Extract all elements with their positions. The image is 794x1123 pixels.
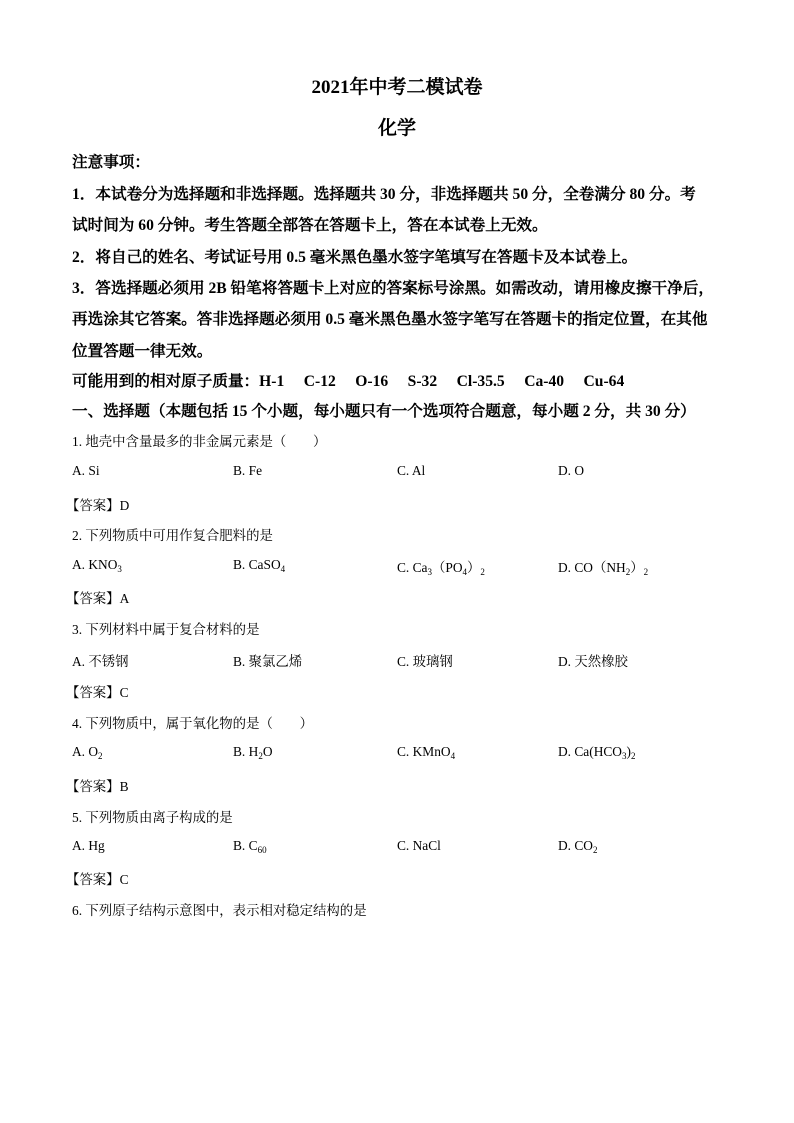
option-d: D. O	[558, 463, 585, 478]
section-1-heading: 一、选择题（本题包括 15 个小题，每小题只有一个选项符合题意，每小题 2 分，共 30 分）	[72, 403, 696, 420]
answer-value: C	[119, 685, 129, 700]
notice-item-1-line-1: 1．本试卷分为选择题和非选择题。选择题共 30 分，非选择题共 50 分，全卷满分 80 分。考	[72, 186, 696, 203]
option-text: C. Ca	[397, 560, 428, 575]
answer-line	[66, 588, 129, 607]
question-stem: 1. 地壳中含量最多的非金属元素是（ ）	[72, 434, 327, 449]
answer-line	[66, 776, 129, 795]
exam-title: 2021年中考二模试卷	[311, 77, 483, 98]
option-b	[233, 744, 272, 760]
option-a: A. Hg	[72, 838, 105, 853]
answer-line	[66, 869, 129, 888]
option-text: A. O	[72, 744, 99, 759]
formula-text: （PO	[432, 560, 463, 575]
formula-text: ）	[630, 560, 644, 575]
option-text: B. C	[233, 838, 258, 853]
option-d	[558, 744, 635, 760]
subscript: 60	[257, 845, 267, 855]
subject-title: 化学	[377, 118, 416, 139]
notice-item-3-line-3: 位置答题一律无效。	[72, 343, 213, 360]
notice-heading: 注意事项：	[72, 154, 150, 171]
option-c	[397, 557, 485, 576]
subscript: 4	[280, 564, 286, 574]
option-b	[233, 557, 285, 573]
subscript: 2	[630, 751, 636, 761]
subscript: 2	[592, 845, 598, 855]
answer-label: 【答案】	[66, 592, 120, 607]
answer-value: A	[119, 591, 130, 606]
option-text: B. CaSO	[233, 557, 281, 572]
option-d	[558, 557, 648, 576]
subscript: 2	[625, 567, 631, 577]
question-stem: 6. 下列原子结构示意图中，表示相对稳定结构的是	[72, 903, 367, 918]
option-c: C. NaCl	[397, 838, 441, 853]
option-text: D. CO	[558, 838, 593, 853]
answer-label: 【答案】	[66, 686, 120, 701]
answer-label: 【答案】	[66, 873, 120, 888]
option-d	[558, 838, 597, 854]
option-c: C. Al	[397, 463, 426, 478]
option-a: A. Si	[72, 463, 100, 478]
question-stem: 4. 下列物质中，属于氧化物的是（ ）	[72, 716, 314, 731]
subscript: 2	[98, 751, 103, 761]
formula-text: ）	[467, 560, 481, 575]
option-d: D. 天然橡胶	[558, 654, 628, 669]
option-text: C. KMnO	[397, 744, 451, 759]
notice-item-2: 2．将自己的姓名、考试证号用 0.5 毫米黑色墨水签字笔填写在答题卡及本试卷上。	[72, 249, 638, 266]
question-stem: 3. 下列材料中属于复合材料的是	[72, 622, 260, 637]
formula-text: O	[262, 744, 273, 759]
option-b: B. 聚氯乙烯	[233, 654, 303, 669]
answer-value: D	[119, 498, 130, 513]
option-c: C. 玻璃钢	[397, 654, 453, 669]
subscript: 3	[117, 564, 122, 574]
notice-item-3-line-2: 再选涂其它答案。答非选择题必须用 0.5 毫米黑色墨水签字笔写在答题卡的指定位置，在其他	[72, 311, 708, 328]
answer-label: 【答案】	[66, 499, 120, 514]
option-c	[397, 744, 455, 760]
option-text: A. KNO	[72, 557, 118, 572]
atomic-mass-line: 可能用到的相对原子质量：H-1 C-12 O-16 S-32 Cl-35.5 Ca-40 Cu-64	[72, 373, 625, 390]
question-stem: 5. 下列物质由离子构成的是	[72, 810, 233, 825]
notice-item-3-line-1: 3．答选择题必须用 2B 铅笔将答题卡上对应的答案标号涂黑。如需改动，请用橡皮擦干净后，	[72, 280, 714, 297]
subscript: 4	[462, 567, 468, 577]
option-a: A. 不锈钢	[72, 654, 129, 669]
formula-text: )	[626, 744, 631, 759]
subscript: 2	[480, 567, 485, 577]
option-a	[72, 744, 103, 760]
option-text: D. CO（NH	[558, 560, 626, 575]
answer-value: B	[119, 779, 129, 794]
option-text: B. H	[233, 744, 259, 759]
option-b	[233, 838, 267, 854]
answer-line	[66, 682, 129, 701]
option-b: B. Fe	[233, 463, 263, 478]
subscript: 2	[258, 751, 263, 761]
notice-item-1-line-2: 试时间为 60 分钟。考生答题全部答在答题卡上，答在本试卷上无效。	[72, 217, 548, 234]
question-stem: 2. 下列物质中可用作复合肥料的是	[72, 528, 273, 543]
answer-label: 【答案】	[66, 780, 120, 795]
option-text: D. Ca(HCO	[558, 744, 622, 759]
answer-value: C	[119, 872, 129, 887]
subscript: 3	[427, 567, 433, 577]
answer-line	[66, 495, 129, 514]
subscript: 3	[621, 751, 627, 761]
subscript: 2	[643, 567, 649, 577]
option-a	[72, 557, 122, 573]
subscript: 4	[450, 751, 456, 761]
